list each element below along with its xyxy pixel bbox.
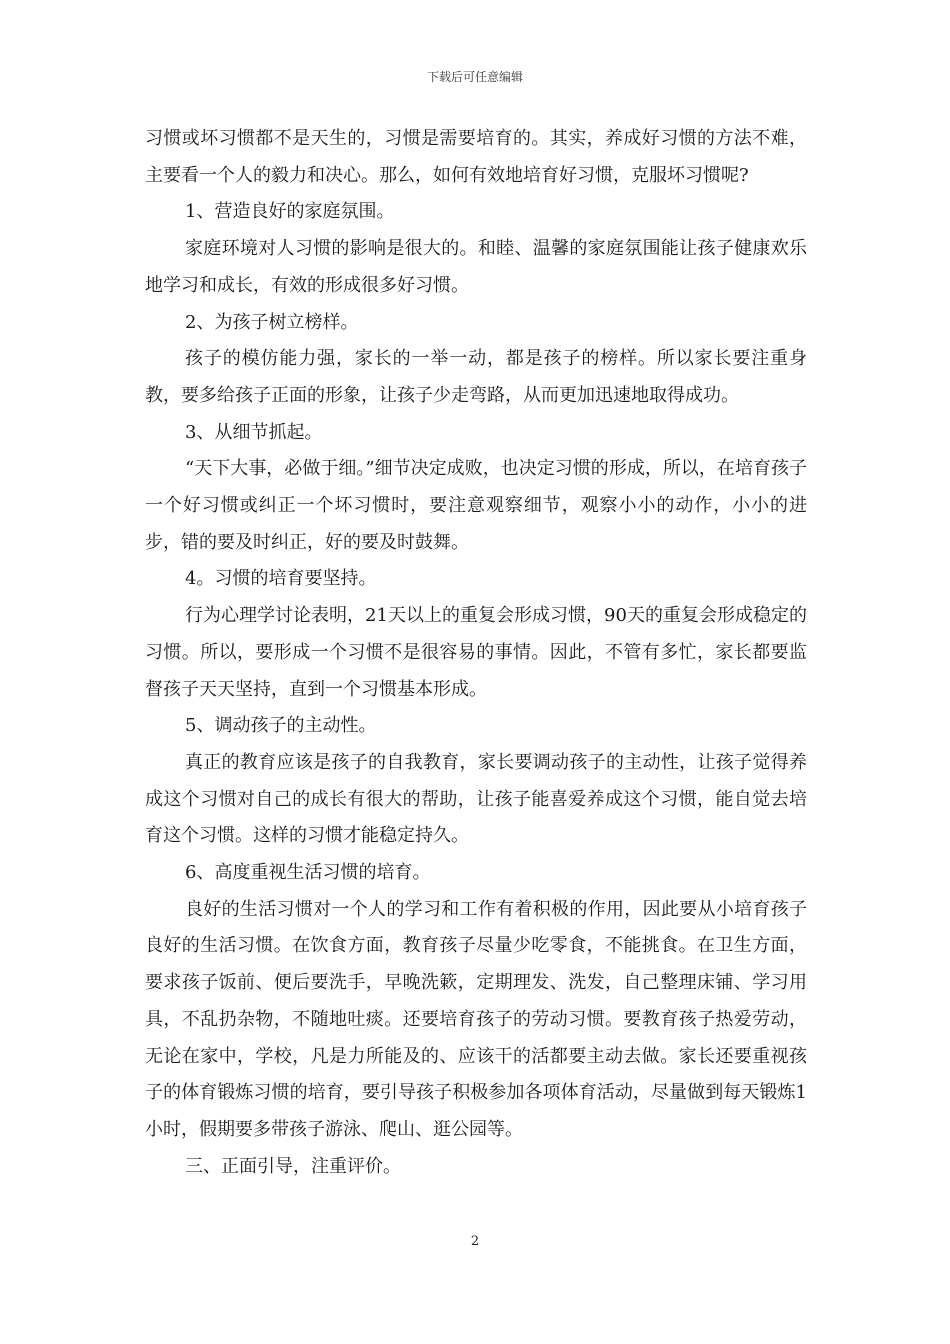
- page-header: 下载后可任意编辑: [426, 70, 523, 84]
- document-body: [145, 121, 807, 1185]
- paragraph-6: 良好的生活习惯对一个人的学习和工作有着积极的作用，因此要从小培育孩子良好的生活习惯。在饮食方面，教育孩子尽量少吃零食，不能挑食。在卫生方面，要求孩子饭前、便后要洗手，早晚洗簌，定期理发、洗发，自己整理床铺、学习用具，不乱扔杂物，不随地吐痰。还要培育孩子的劳动习惯。要教育孩子热爱劳动，无论在家中，学校，凡是力所能及的、应该干的活都要主动去做。家长还要重视孩子的体育锻炼习惯的培育，要引导孩子积极参加各项体育活动，尽量做到每天锻炼1小时，假期要多带孩子游泳、爬山、逛公园等。: [145, 898, 807, 1140]
- heading-1: 1、营造良好的家庭氛围。: [185, 201, 395, 223]
- heading-3: 3、从细节抓起。: [185, 421, 323, 443]
- paragraph-1: 家庭环境对人习惯的影响是很大的。和睦、温馨的家庭氛围能让孩子健康欢乐地学习和成长，有效的形成很多好习惯。: [145, 238, 807, 296]
- heading-5: 5、调动孩子的主动性。: [185, 715, 377, 737]
- paragraph-3: “天下大事，必做于细。”细节决定成败，也决定习惯的形成，所以，在培育孩子一个好习惯或纠正一个坏习惯时，要注意观察细节，观察小小的动作，小小的进步，错的要及时纠正，好的要及时鼓舞。: [145, 458, 807, 553]
- paragraph-5: 真正的教育应该是孩子的自我教育，家长要调动孩子的主动性，让孩子觉得养成这个习惯对自己的成长有很大的帮助，让孩子能喜爱养成这个习惯，能自觉去培育这个习惯。这样的习惯才能稳定持久。: [145, 751, 807, 847]
- paragraph-2: 孩子的模仿能力强，家长的一举一动，都是孩子的榜样。所以家长要注重身教，要多给孩子正面的形象，让孩子少走弯路，从而更加迅速地取得成功。: [145, 348, 807, 406]
- heading-2: 2、为孩子树立榜样。: [185, 311, 359, 333]
- paragraph-4: 行为心理学讨论表明，21天以上的重复会形成习惯，90天的重复会形成稳定的习惯。所以，要形成一个习惯不是很容易的事情。因此，不管有多忙，家长都要监督孩子天天坚持，直到一个习惯基本形成。: [145, 605, 807, 700]
- page-number: 2: [470, 1234, 480, 1249]
- section-heading-3: 三、正面引导，注重评价。: [185, 1155, 401, 1177]
- heading-6: 6、高度重视生活习惯的培育。: [185, 862, 431, 884]
- heading-4: 4。习惯的培育要坚持。: [185, 568, 377, 590]
- paragraph-intro: 习惯或坏习惯都不是天生的，习惯是需要培育的。其实，养成好习惯的方法不难，主要看一个人的毅力和决心。那么，如何有效地培育好习惯，克服坏习惯呢?: [145, 128, 807, 186]
